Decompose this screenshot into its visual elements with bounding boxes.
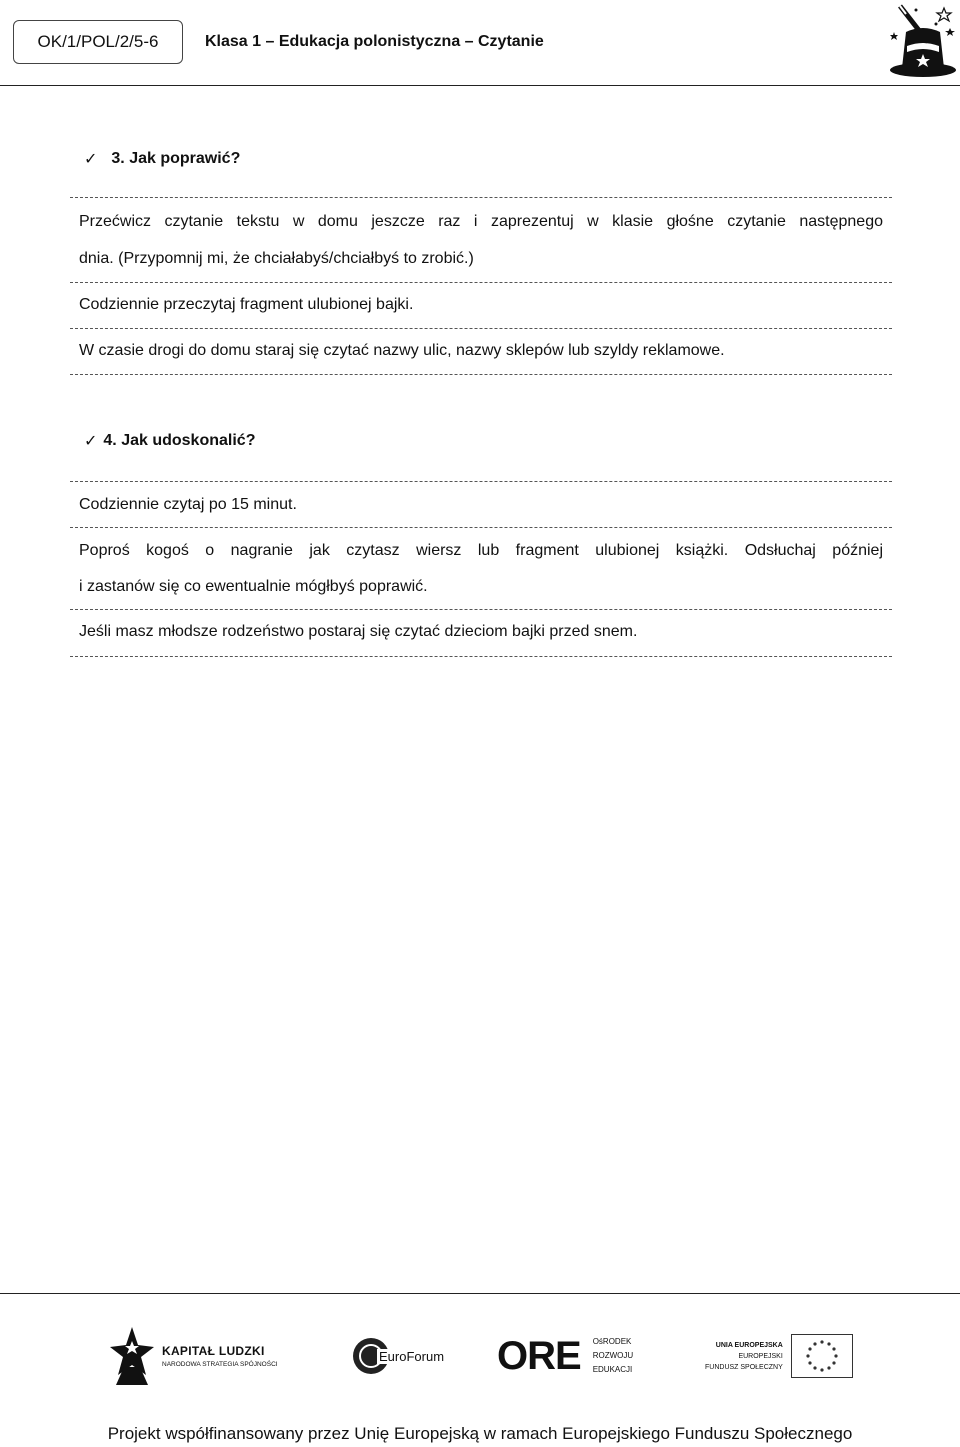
eu-flag-icon — [791, 1334, 853, 1378]
dashed-separator — [70, 328, 892, 329]
kapital-ludzki-logo — [110, 1325, 278, 1387]
document-code-box — [13, 20, 183, 64]
section-4-heading — [84, 431, 255, 451]
eu-line-2: EUROPEJSKI — [738, 1352, 783, 1360]
dashed-separator — [70, 282, 892, 283]
kapital-ludzki-title: KAPITAŁ LUDZKI — [162, 1344, 265, 1358]
checkmark-icon: ✓ — [84, 151, 98, 168]
dashed-separator — [70, 481, 892, 482]
section-3-heading — [84, 149, 240, 169]
ore-logo — [497, 1325, 633, 1387]
dashed-separator — [70, 527, 892, 528]
euroforum-label: EuroForum — [379, 1348, 445, 1364]
ore-mark: ORE — [497, 1333, 581, 1378]
ore-line-3: EDUKACJI — [592, 1365, 633, 1374]
dashed-separator — [70, 609, 892, 610]
footer-rule — [0, 1293, 960, 1294]
dashed-separator — [70, 374, 892, 375]
section-3-title: 3. Jak poprawić? — [111, 150, 241, 167]
section-3-item-1-line-1: Przećwicz czytanie tekstu w domu jeszcze raz i zaprezentuj w klasie głośne czytanie następnego — [79, 213, 883, 230]
section-3-item-3: W czasie drogi do domu staraj się czytać nazwy ulic, nazwy sklepów lub szyldy reklamowe. — [79, 342, 725, 359]
dashed-separator — [70, 197, 892, 198]
ore-line-1: OśRODEK — [592, 1337, 632, 1346]
section-4-title: 4. Jak udoskonalić? — [103, 432, 256, 449]
magic-hat-icon — [888, 2, 958, 80]
dashed-separator — [70, 656, 892, 657]
kapital-ludzki-figure-icon — [110, 1327, 154, 1385]
section-4-item-1: Codziennie czytaj po 15 minut. — [79, 496, 297, 513]
eu-line-1: UNIA EUROPEJSKA — [715, 1341, 783, 1349]
section-3-item-1-line-2: dnia. (Przypomnij mi, że chciałabyś/chciałbyś to zrobić.) — [79, 250, 474, 267]
section-3-item-2: Codziennie przeczytaj fragment ulubionej bajki. — [79, 296, 414, 313]
eu-logo — [705, 1325, 853, 1387]
section-4-item-2-line-1: Poproś kogoś o nagranie jak czytasz wiersz lub fragment ulubionej książki. Odsłuchaj później — [79, 542, 883, 559]
header-rule — [0, 85, 960, 86]
header-title: Klasa 1 – Edukacja polonistyczna – Czytanie — [205, 33, 544, 50]
document-code: OK/1/POL/2/5-6 — [37, 32, 159, 51]
eu-line-3: FUNDUSZ SPOŁECZNY — [705, 1363, 783, 1371]
kapital-ludzki-subtitle: NARODOWA STRATEGIA SPÓJNOŚCI — [162, 1361, 278, 1368]
footer-funding-text: Projekt współfinansowany przez Unię Europejską w ramach Europejskiego Funduszu Społecznego — [107, 1424, 853, 1443]
section-4-item-3: Jeśli masz młodsze rodzeństwo postaraj się czytać dzieciom bajki przed snem. — [79, 623, 638, 640]
euroforum-logo — [353, 1325, 446, 1387]
ore-line-2: ROZWOJU — [592, 1351, 634, 1360]
section-4-item-2-line-2: i zastanów się co ewentualnie mógłbyś poprawić. — [79, 578, 428, 595]
checkmark-icon: ✓ — [84, 433, 98, 450]
